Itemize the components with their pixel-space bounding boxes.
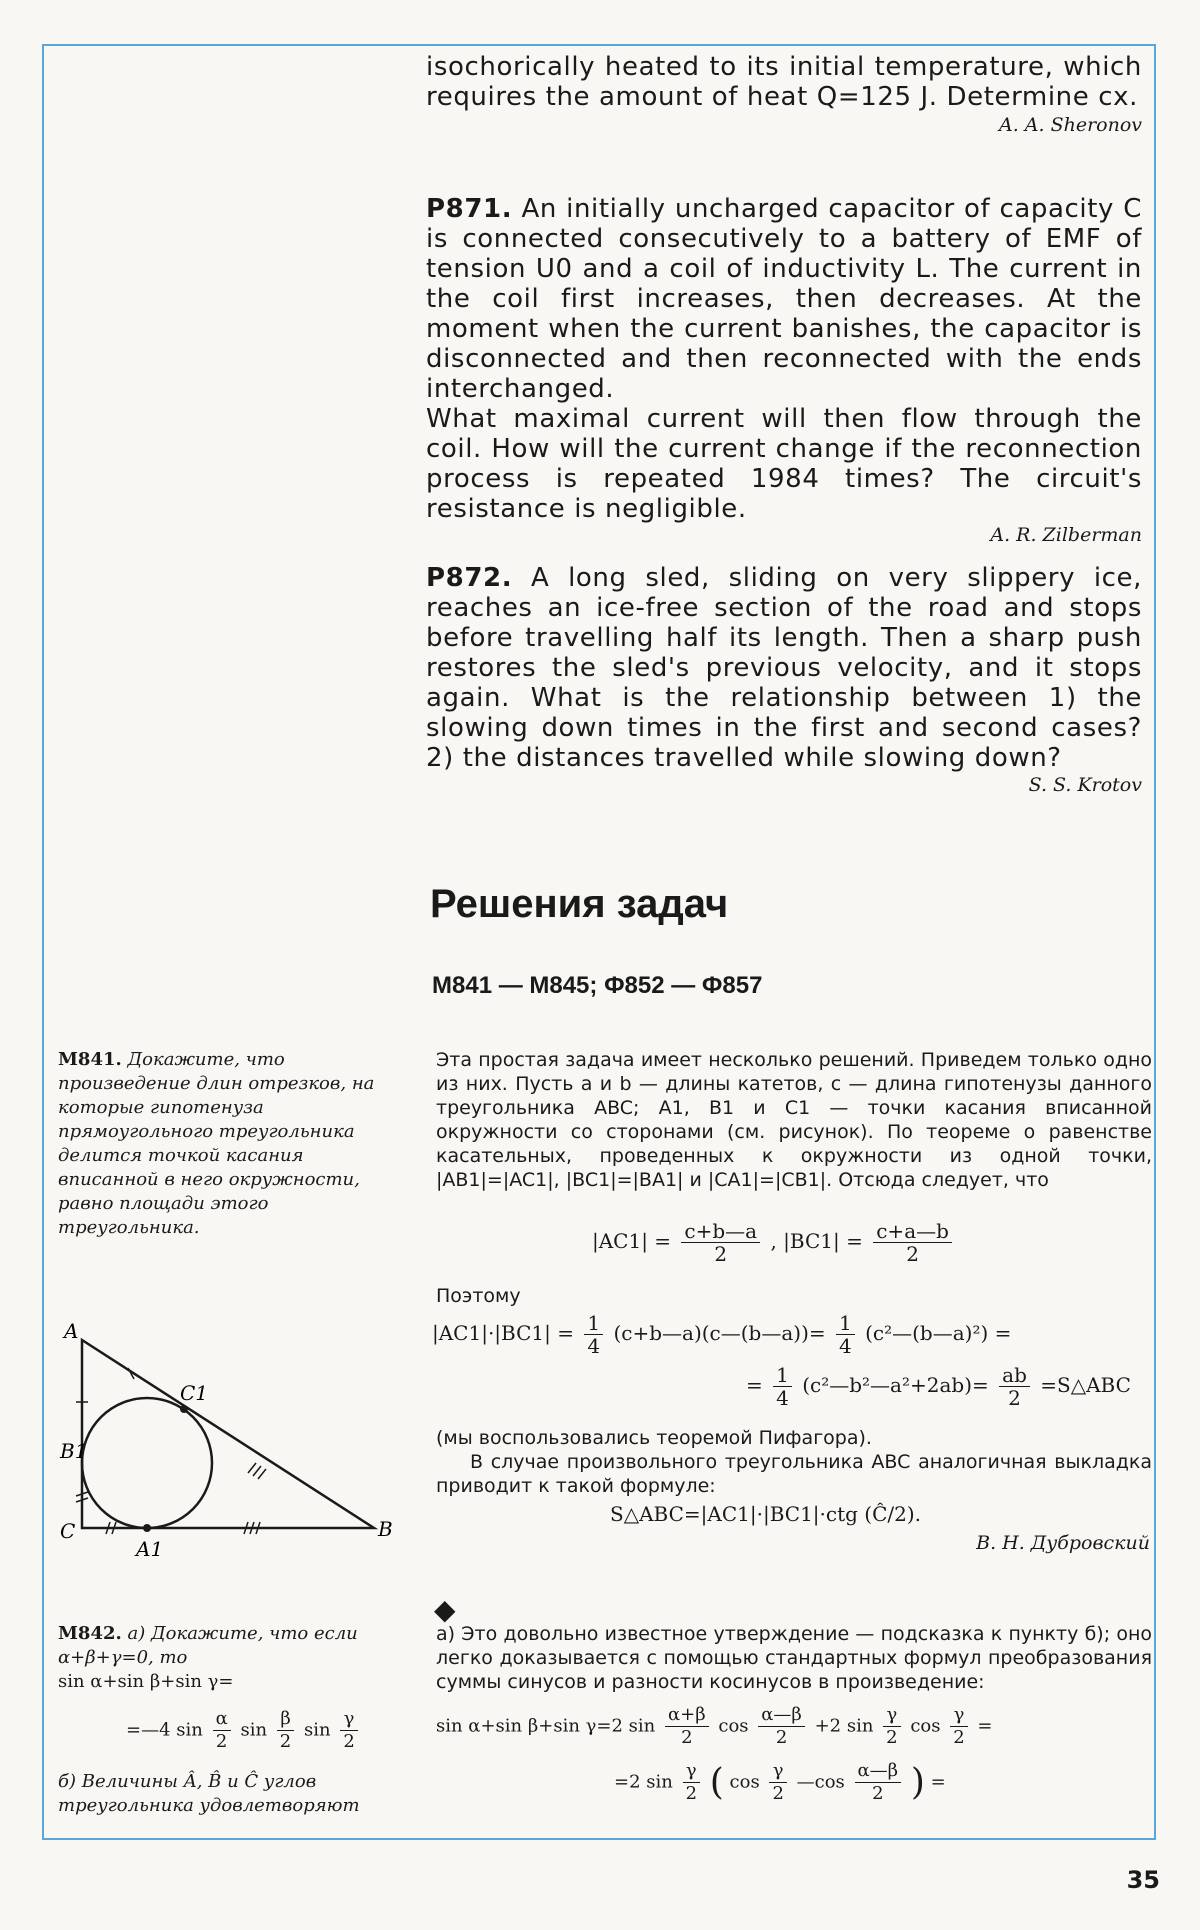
formula-text: (c²—(b—a)²) = bbox=[865, 1321, 1012, 1345]
m841-general-text: В случае произвольного треугольника ABC аналогичная выкладка приводит к такой формуле: bbox=[436, 1451, 1152, 1497]
fraction-num: 1 bbox=[773, 1364, 792, 1387]
fraction-num: γ bbox=[950, 1704, 967, 1727]
triangle-figure bbox=[56, 1310, 416, 1560]
fraction-den: 2 bbox=[953, 1727, 965, 1748]
fraction-num: γ bbox=[883, 1704, 900, 1727]
fraction-den: 2 bbox=[775, 1727, 788, 1748]
m842-statement bbox=[58, 1622, 398, 1694]
fraction bbox=[758, 1704, 805, 1749]
fraction-num: 1 bbox=[836, 1312, 855, 1335]
fraction-den: 2 bbox=[685, 1783, 698, 1804]
m842-id: M842. bbox=[58, 1623, 122, 1644]
fraction-den: 2 bbox=[279, 1731, 292, 1752]
incircle bbox=[82, 1398, 212, 1528]
tick-mark bbox=[258, 1469, 266, 1479]
fraction bbox=[773, 1364, 792, 1409]
fraction-num: α—β bbox=[758, 1704, 805, 1727]
label-b: B bbox=[378, 1517, 393, 1541]
paren-right: ) bbox=[910, 1762, 925, 1803]
point-a1 bbox=[143, 1524, 151, 1532]
fraction-num: γ bbox=[683, 1760, 700, 1783]
formula-text: cos bbox=[729, 1771, 760, 1793]
label-b1: B1 bbox=[60, 1439, 88, 1463]
formula-text: =S△ABC bbox=[1040, 1373, 1131, 1397]
p871-text-2: What maximal current will then flow through the coil. How will the current change if the reconnection process is repeated 1984 times? The circuit's resistance is negligible. bbox=[426, 404, 1142, 524]
fraction bbox=[999, 1364, 1030, 1409]
formula-text: = bbox=[746, 1373, 763, 1397]
fraction-den: 2 bbox=[714, 1242, 728, 1266]
problem-p871 bbox=[426, 194, 1142, 524]
p871-id: P871. bbox=[426, 194, 513, 224]
m841-solution-text: Эта простая задача имеет несколько решений. Приведем только одно из них. Пусть a и b — длины катетов, c — длина гипотенузы данного треугольника ABC; A1, B1 и C1 — точки касания вписанной окружности со сторонами (см. рисунок). По теореме о равенстве касательных, проведенных к окружности из одной точки, |AB1|=|AC1|, |BC1|=|BA1| и |CA1|=|CB1|. Отсюда следует, что bbox=[436, 1049, 1152, 1191]
m841-statement-text: Докажите, что произведение длин отрезков, на которые гипотенуза прямоугольного треугольника делится точкой касания вписанной в него окружности, равно площади этого треугольника. bbox=[58, 1049, 375, 1238]
fraction-den: 2 bbox=[1008, 1386, 1021, 1410]
m841-id: M841. bbox=[58, 1049, 122, 1070]
m842-statement-b-text: б) Величины Â, B̂ и Ĉ углов треугольника удовлетворяют bbox=[58, 1771, 360, 1816]
triangle-shape bbox=[82, 1340, 374, 1528]
m842-formula-2 bbox=[614, 1760, 946, 1805]
formula-text: +2 sin bbox=[814, 1715, 874, 1737]
label-c1: C1 bbox=[180, 1381, 209, 1405]
prev-problem bbox=[426, 52, 1142, 112]
prev-problem-author: A. A. Sheronov bbox=[998, 114, 1142, 136]
fraction-den: 2 bbox=[681, 1727, 693, 1748]
m842-solution-text: а) Это довольно известное утверждение — подсказка к пункту б); оно легко доказывается с помощью стандартных формул преобразования суммы синусов и разности косинусов в произведение: bbox=[436, 1623, 1152, 1693]
fraction-num: c+a—b bbox=[873, 1220, 952, 1243]
paren-left: ( bbox=[709, 1762, 724, 1803]
fraction bbox=[950, 1704, 967, 1749]
fraction bbox=[883, 1704, 900, 1749]
label-a: A bbox=[64, 1319, 79, 1343]
fraction-num: 1 bbox=[584, 1312, 603, 1335]
m842-formula-1 bbox=[436, 1704, 993, 1749]
fraction-num: ab bbox=[999, 1364, 1030, 1387]
m842-statement-a: а) Докажите, что если α+β+γ=0, то bbox=[58, 1623, 358, 1668]
fraction-den: 2 bbox=[886, 1727, 898, 1748]
page-number: 35 bbox=[1126, 1866, 1160, 1894]
fraction-den: 2 bbox=[872, 1783, 884, 1804]
formula-text: |AC1|·|BC1| = bbox=[432, 1321, 574, 1345]
m842-statement-b bbox=[58, 1770, 398, 1818]
m841-formula-2 bbox=[432, 1312, 1011, 1357]
fraction bbox=[873, 1220, 952, 1265]
p872-author: S. S. Krotov bbox=[1028, 774, 1142, 796]
fraction bbox=[340, 1708, 357, 1753]
fraction-den: 2 bbox=[343, 1731, 355, 1752]
m841-author: В. Н. Дубровский bbox=[976, 1532, 1150, 1554]
p871-author: A. R. Zilberman bbox=[990, 524, 1142, 546]
formula-text: = bbox=[977, 1715, 993, 1737]
tick-mark bbox=[248, 1463, 256, 1473]
fraction bbox=[681, 1220, 760, 1265]
p872-id: P872. bbox=[426, 563, 513, 593]
tick-mark bbox=[253, 1466, 261, 1476]
m841-statement bbox=[58, 1048, 398, 1240]
label-a1: A1 bbox=[136, 1537, 164, 1560]
fraction bbox=[855, 1760, 902, 1805]
m841-poetomu: Поэтому bbox=[436, 1285, 521, 1307]
m842-formula-a1: sin α+sin β+sin γ= bbox=[58, 1671, 234, 1692]
fraction-num: α bbox=[213, 1708, 231, 1731]
fraction bbox=[277, 1708, 294, 1753]
problem-p872 bbox=[426, 563, 1142, 773]
m841-formula-1 bbox=[592, 1220, 956, 1265]
fraction-num: γ bbox=[340, 1708, 357, 1731]
fraction bbox=[665, 1704, 709, 1749]
fraction-den: 2 bbox=[215, 1731, 228, 1752]
m841-after bbox=[436, 1426, 1152, 1498]
prev-problem-text: isochorically heated to its initial temperature, which requires the amount of heat Q=125 J. Determine cx. bbox=[426, 52, 1142, 112]
fraction-den: 2 bbox=[906, 1242, 919, 1266]
fraction bbox=[836, 1312, 855, 1357]
fraction bbox=[683, 1760, 700, 1805]
formula-text: cos bbox=[910, 1715, 941, 1737]
fraction-den: 2 bbox=[772, 1783, 784, 1804]
m842-solution bbox=[436, 1622, 1152, 1694]
formula-text: =2 sin bbox=[614, 1771, 673, 1793]
m841-formula-4: S△ABC=|AC1|·|BC1|·ctg (Ĉ/2). bbox=[610, 1502, 922, 1526]
formula-text: = bbox=[930, 1771, 946, 1793]
formula-text: =—4 sin bbox=[126, 1719, 203, 1741]
fraction bbox=[213, 1708, 231, 1753]
fraction-num: γ bbox=[769, 1760, 786, 1783]
formula-text: (c+b—a)(c—(b—a))= bbox=[613, 1321, 826, 1345]
m841-formula-3 bbox=[746, 1364, 1131, 1409]
m841-solution bbox=[436, 1048, 1152, 1192]
fraction-num: c+b—a bbox=[681, 1220, 760, 1243]
point-c1 bbox=[180, 1405, 188, 1413]
diamond-icon: ◆ bbox=[434, 1593, 456, 1626]
formula-text: sin bbox=[240, 1719, 268, 1741]
formula-text: (c²—b²—a²+2ab)= bbox=[802, 1373, 989, 1397]
fraction bbox=[769, 1760, 786, 1805]
p872-text: A long sled, sliding on very slippery ice, reaches an ice-free section of the road and stops before travelling half its length. Then a sharp push restores the sled's previous velocity, and it stops again. What is the relationship between 1) the slowing down times in the first and second cases? 2) the distances travelled while slowing down? bbox=[426, 563, 1142, 773]
solutions-heading: Решения задач bbox=[430, 882, 729, 926]
formula-text: cos bbox=[718, 1715, 749, 1737]
formula-text: sin α+sin β+sin γ=2 sin bbox=[436, 1715, 656, 1737]
label-c: C bbox=[60, 1519, 76, 1543]
m841-after-text: (мы воспользовались теоремой Пифагора). bbox=[436, 1427, 872, 1449]
fraction-den: 4 bbox=[839, 1334, 852, 1358]
fraction-num: α—β bbox=[855, 1760, 902, 1783]
fraction-den: 4 bbox=[776, 1386, 789, 1410]
fraction-num: α+β bbox=[665, 1704, 709, 1727]
m842-formula-a2 bbox=[126, 1708, 362, 1753]
fraction bbox=[584, 1312, 603, 1357]
formula-text: sin bbox=[303, 1719, 331, 1741]
p871-text-1: An initially uncharged capacitor of capacity C is connected consecutively to a battery of EMF of tension U0 and a coil of inductivity L. The current in the coil first increases, then decreases. At the moment when the current banishes, the capacitor is disconnected and then reconnected with the ends interchanged. bbox=[426, 194, 1142, 404]
solutions-subheading: M841 — M845; Ф852 — Ф857 bbox=[432, 972, 763, 999]
fraction-num: β bbox=[277, 1708, 294, 1731]
formula-text: , |BC1| = bbox=[770, 1229, 863, 1253]
formula-text: |AC1| = bbox=[592, 1229, 672, 1253]
formula-text: —cos bbox=[796, 1771, 845, 1793]
fraction-den: 4 bbox=[587, 1334, 601, 1358]
